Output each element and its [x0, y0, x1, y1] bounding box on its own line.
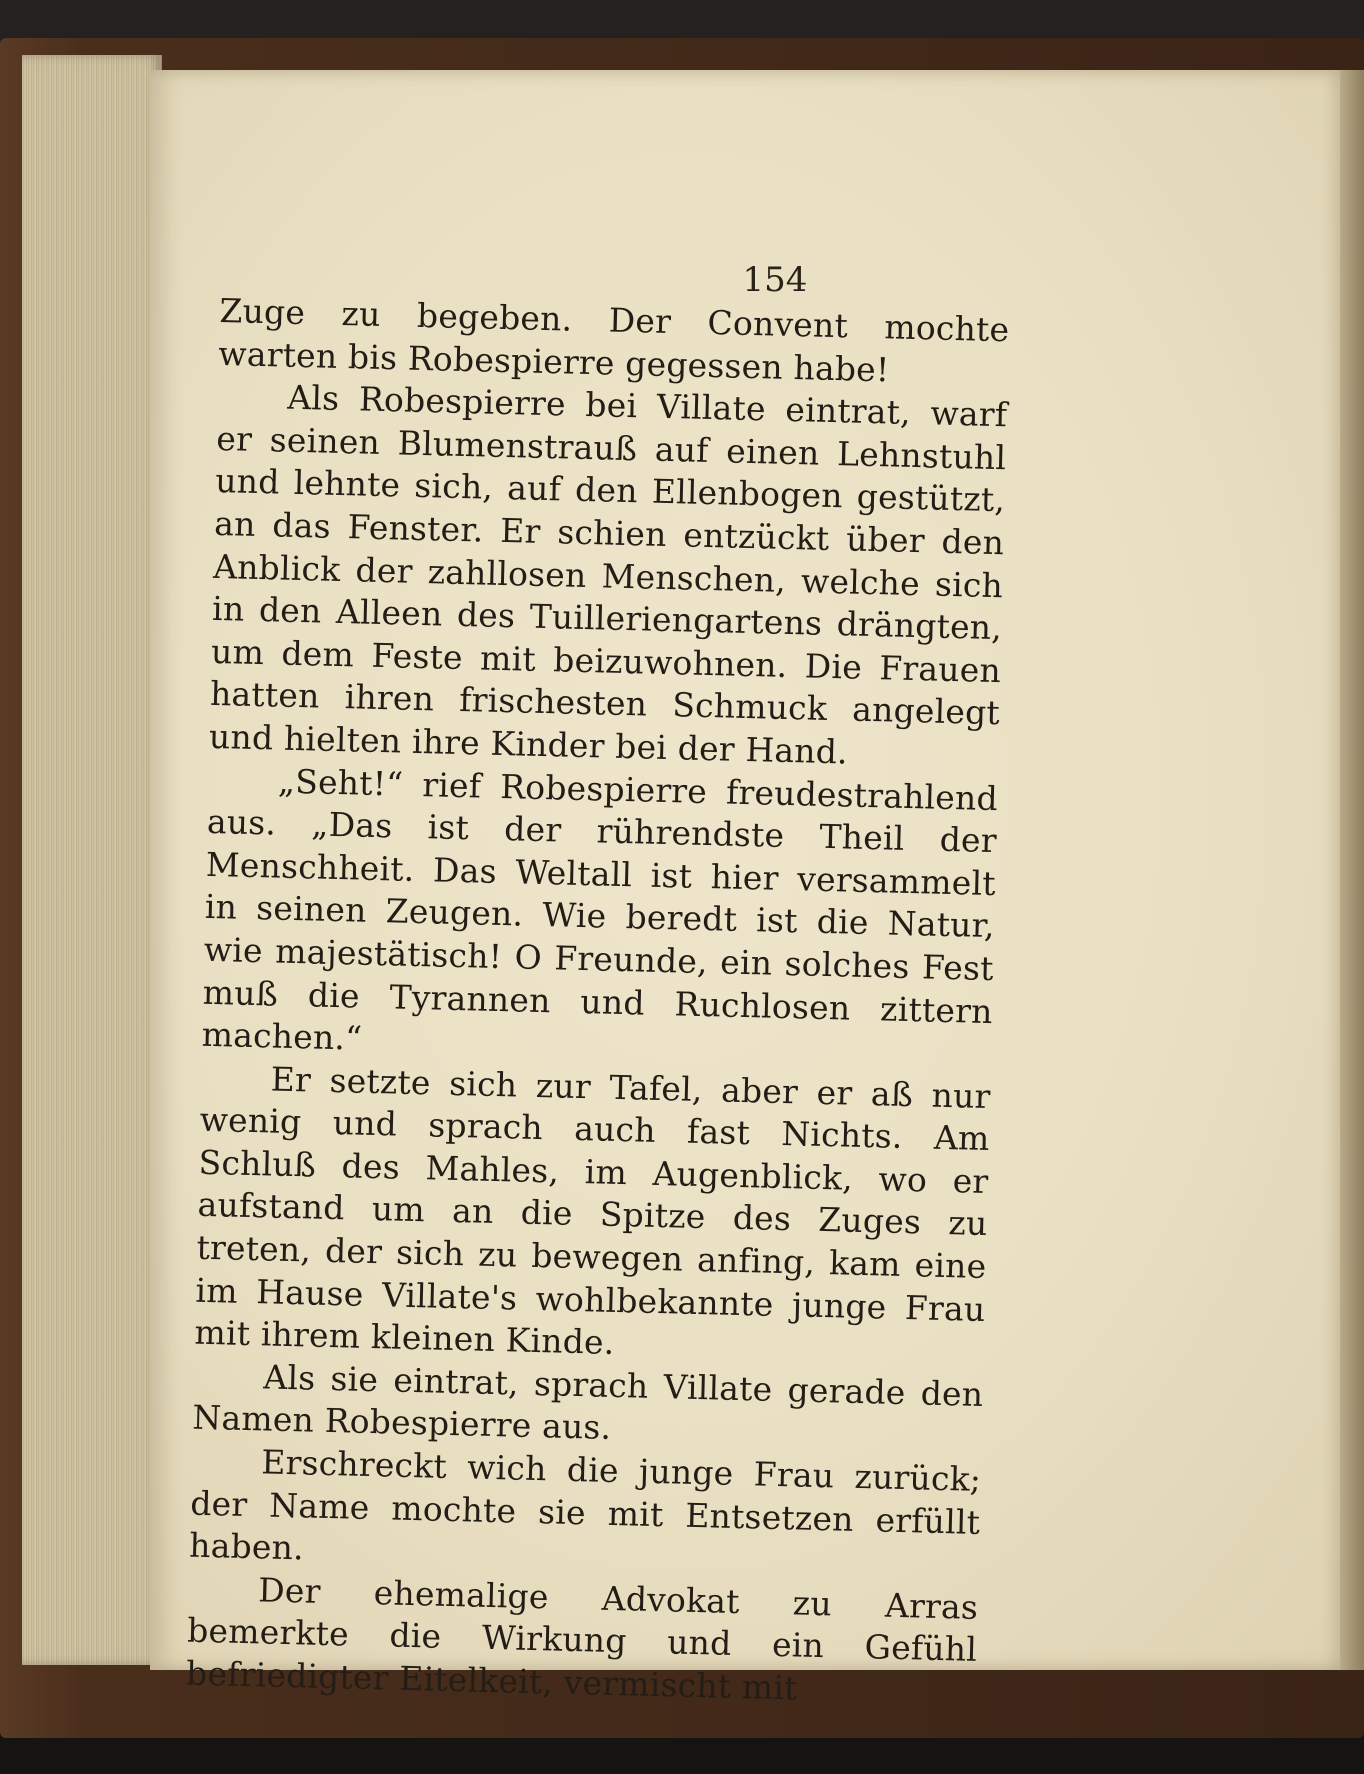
paragraph: Zuge zu begeben. Der Convent mochte warten bis Robespierre gegessen habe!: [217, 290, 1010, 389]
paragraph: Der ehemalige Advokat zu Arras bemerkte die Wirkung und ein Gefühl befriedigter Eitelkeit, vermischt mit: [185, 1570, 979, 1708]
page-text: [186, 290, 1010, 1714]
book-gutter: [1340, 70, 1364, 1670]
page-edges: [22, 55, 162, 1665]
page-number: 154: [742, 260, 808, 300]
paragraph: „Seht!“ rief Robespierre freudestrahlend aus. „Das ist der rührendste Theil der Menschheit. Das Weltall ist hier versammelt in seinen Zeugen. Wie beredt ist die Natur, wie majestätisch! O Freunde, ein solches Fest muß die Tyrannen und Ruchlosen zittern machen.“: [201, 761, 999, 1058]
paragraph: Als Robespierre bei Villate eintrat, warf er seinen Blumenstrauß auf einen Lehnstuhl und lehnte sich, auf den Ellenbogen gestützt, an das Fenster. Er schien entzückt über den Anblick der zahllosen Menschen, welche sich in den Alleen des Tuilleriengartens drängten, um dem Feste mit beizuwohnen. Die Frauen hatten ihren frischesten Schmuck angelegt und hielten ihre Kinder bei der Hand.: [208, 377, 1008, 772]
paragraph: Erschreckt wich die junge Frau zurück; der Name mochte sie mit Entsetzen erfüllt haben.: [188, 1442, 982, 1568]
paragraph: Er setzte sich zur Tafel, aber er aß nur wenig und sprach auch fast Nichts. Am Schluß des Mahles, im Augenblick, wo er aufstand um an die Spitze des Zuges zu treten, der sich zu bewegen anfing, kam eine im Hause Villate's wohlbekannte junge Frau mit ihrem kleinen Kinde.: [194, 1059, 992, 1363]
paragraph: Als sie eintrat, sprach Villate gerade den Namen Robespierre aus.: [191, 1357, 984, 1448]
